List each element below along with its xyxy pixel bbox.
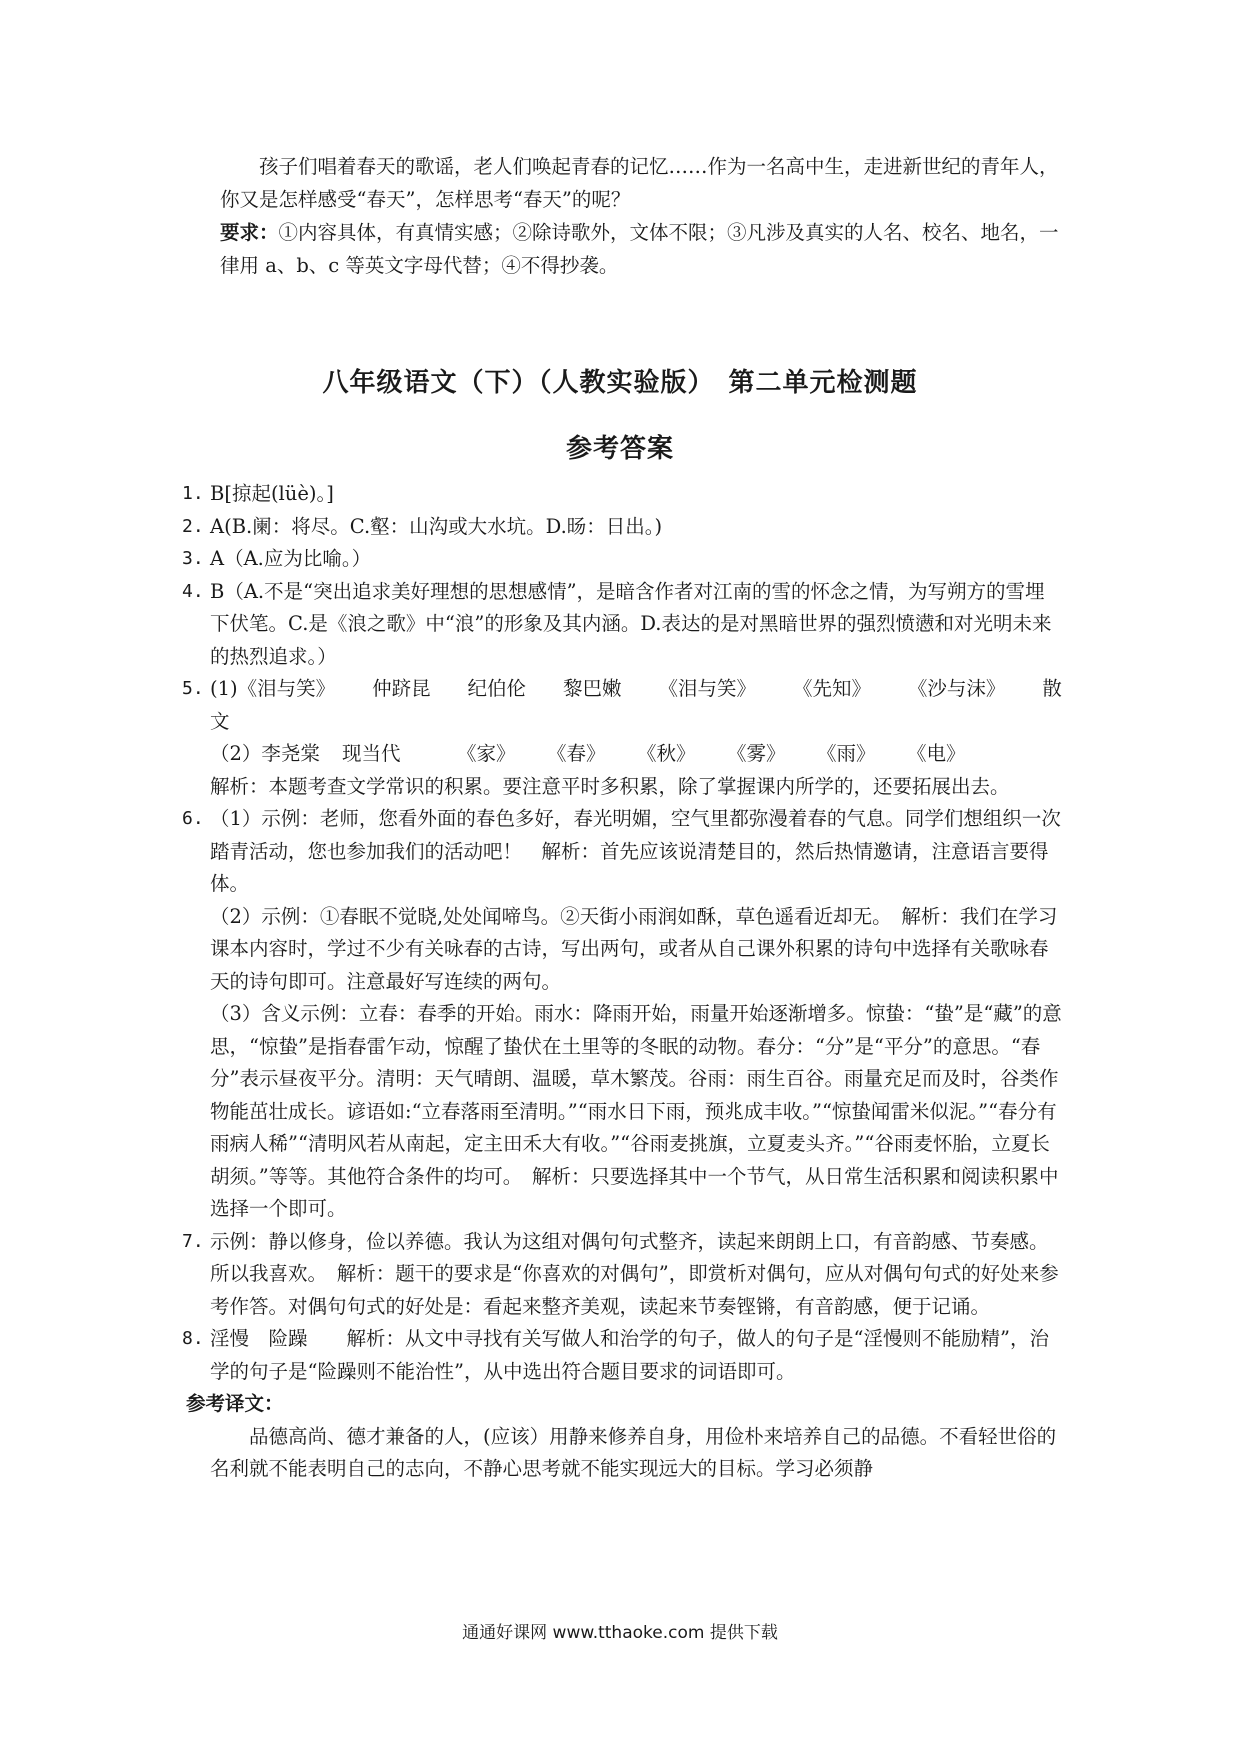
essay-prompt-text: 孩子们唱着春天的歌谣，老人们唤起青春的记忆……作为一名高中生，走进新世纪的青年人，你又是怎样感受“春天”，怎样思考“春天”的呢？ <box>220 155 1059 211</box>
literature-cell: 纪伯伦 <box>467 677 527 700</box>
page-subtitle: 参考答案 <box>565 434 674 464</box>
answer-item-1 <box>182 478 1062 511</box>
literature-row-1 <box>210 673 1062 706</box>
requirements-text: ①内容具体，有真情实感；②除诗歌外，文体不限；③凡涉及真实的人名、校名、地名，一律用 a、b、c 等英文字母代替；④不得抄袭。 <box>220 221 1059 277</box>
answer-list <box>182 478 1062 1486</box>
literature-cell: 黎巴嫩 <box>563 677 622 700</box>
literature-cell: 《先知》 <box>792 677 871 700</box>
translation-label-text: 参考译文： <box>186 1392 284 1415</box>
answer-body <box>210 673 1062 803</box>
answer-text: A（A.应为比喻。） <box>210 547 372 570</box>
answer-number: 7. <box>182 1230 204 1252</box>
page-title: 八年级语文（下）（人教实验版） 第二单元检测题 <box>322 368 918 398</box>
essay-requirements <box>220 216 1060 282</box>
answer-number: 8. <box>182 1328 204 1349</box>
requirements-label: 要求： <box>220 221 279 244</box>
footer-source: 通通好课网 www.tthaoke.com 提供下载 <box>462 1623 778 1643</box>
answer-item-7 <box>182 1226 1062 1324</box>
literature-cell: （2）李尧棠 <box>210 742 320 765</box>
answer-number: 1. <box>182 483 204 504</box>
answer-text: 淫慢 险躁 解析：从文中寻找有关写做人和治学的句子，做人的句子是“淫慢则不能励精”，治学的句子是“险躁则不能治性”，从中选出符合题目要求的词语即可。 <box>210 1327 1049 1383</box>
literature-row-2 <box>210 738 1062 771</box>
literature-cell: 散 <box>1042 677 1062 700</box>
literature-cell: 《家》 <box>457 742 516 765</box>
literature-cell: 现当代 <box>342 742 401 765</box>
answer-number: 4. <box>182 580 204 602</box>
literature-cell: 《泪与笑》 <box>658 677 756 700</box>
answer-item-4 <box>182 576 1062 674</box>
literature-cell: 《电》 <box>907 742 966 765</box>
answer-text: B[掠起(lüè)。] <box>210 482 334 505</box>
literature-cell: 《沙与沫》 <box>907 677 1006 700</box>
literature-cell: (1)《泪与笑》 <box>210 677 336 700</box>
translation-text: 品德高尚、德才兼备的人，(应该）用静来修养自身，用俭朴来培养自己的品德。不看轻世俗的名利就不能表明自己的志向，不静心思考就不能实现远大的目标。学习必须静 <box>210 1424 1057 1480</box>
answer-number: 3. <box>182 548 204 569</box>
answer-text: B（A.不是“突出追求美好理想的思想感情”，是暗含作者对江南的雪的怀念之情，为写朔方的雪埋下伏笔。C.是《浪之歌》中“浪”的形象及其内涵。D.表达的是对黑暗世界的强烈愤懑和对光明未来的热烈追求。） <box>210 579 1052 668</box>
essay-prompt <box>220 150 1060 282</box>
literature-cell: 《春》 <box>547 742 606 765</box>
literature-cell: 仲跻昆 <box>372 677 431 700</box>
answer-part-2: （2）示例：①春眠不觉晓,处处闻啼鸟。②天街小雨润如酥，草色遥看近却无。 解析：我们在学习课本内容时，学过不少有关咏春的古诗，写出两句，或者从自己课外积累的诗句中选择有关歌咏春天的诗句即可。注意最好写连续的两句。 <box>210 904 1058 993</box>
literature-cell: 《秋》 <box>637 742 696 765</box>
answer-part-1: （1）示例：老师，您看外面的春色多好，春光明媚，空气里都弥漫着春的气息。同学们想组织一次踏青活动，您也参加我们的活动吧！ 解析：首先应该说清楚目的，然后热情邀请，注意语言要得体。 <box>210 807 1061 895</box>
answer-part-3: （3）含义示例：立春：春季的开始。雨水：降雨开始，雨量开始逐渐增多。惊蛰：“蛰”是“藏”的意思，“惊蛰”是指春雷乍动，惊醒了蛰伏在土里等的冬眠的动物。春分：“分”是“平分”的意思。“春分”表示昼夜平分。清明：天气晴朗、温暖，草木繁茂。谷雨：雨生百谷。雨量充足而及时，谷类作物能茁壮成长。谚语如:“立春落雨至清明。”“雨水日下雨，预兆成丰收。”“惊蛰闻雷米似泥。”“春分有雨病人稀”“清明风若从南起，定主田禾大有收。”“谷雨麦挑旗，立夏麦头齐。”“谷雨麦怀胎，立夏长胡须。”等等。其他符合条件的均可。 解析：只要选择其中一个节气，从日常生活积累和阅读积累中选择一个即可。 <box>210 1002 1062 1220</box>
answer-text: 示例：静以修身，俭以养德。我认为这组对偶句句式整齐，读起来朗朗上口，有音韵感、节奏感。所以我喜欢。 解析：题干的要求是“你喜欢的对偶句”，即赏析对偶句，应从对偶句句式的好处来参考作答。对偶句句式的好处是：看起来整齐美观，读起来节奏铿锵，有音韵感，便于记诵。 <box>210 1229 1059 1318</box>
answer-item-8 <box>182 1323 1062 1388</box>
answer-analysis: 解析：本题考查文学常识的积累。要注意平时多积累，除了掌握课内所学的，还要拓展出去。 <box>210 774 1010 798</box>
answer-body <box>210 803 1062 1226</box>
answer-item-5 <box>182 673 1062 803</box>
answer-number: 5. <box>182 678 204 699</box>
answer-number: 2. <box>182 515 204 537</box>
answer-item-6 <box>182 803 1062 1226</box>
answer-number: 6. <box>182 808 204 829</box>
answer-text: A(B.阑：将尽。C.壑：山沟或大水坑。D.旸：日出。) <box>210 514 663 538</box>
answer-item-3 <box>182 543 1062 576</box>
answer-item-2 <box>182 511 1062 544</box>
literature-row-1-tail: 文 <box>210 709 230 733</box>
translation-label <box>182 1388 1062 1421</box>
literature-cell: 《雨》 <box>817 742 876 765</box>
answer-body <box>210 1323 1062 1388</box>
literature-cell: 《雾》 <box>727 742 786 765</box>
